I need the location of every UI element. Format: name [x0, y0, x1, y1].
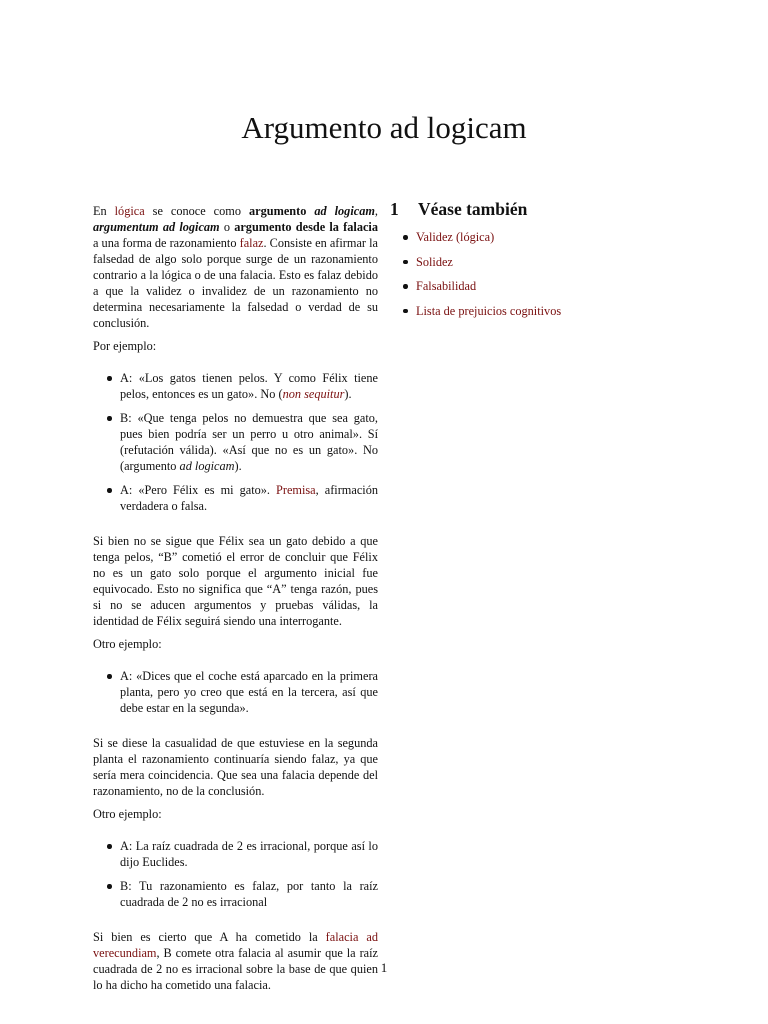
list-item — [105, 410, 378, 474]
link-prejuicios[interactable]: Lista de prejuicios cognitivos — [416, 303, 562, 318]
text: ). — [234, 459, 242, 473]
see-also-item — [403, 229, 680, 245]
link-non-sequitur[interactable] — [283, 387, 345, 401]
section-heading — [390, 201, 680, 217]
text: Si bien es cierto que A ha cometido la — [93, 930, 326, 944]
example-list-2 — [93, 668, 378, 716]
bold-italic-term: argumentum ad logicam — [93, 220, 220, 234]
main-column — [93, 203, 378, 1000]
page-title: Argumento ad logicam — [241, 110, 527, 145]
text: B: «Que tenga pelos no demuestra que sea gato, pues bien podría ser un perro u otro animal». Sí (refutación válida). «Así que no es un gato». No (argumento — [120, 411, 378, 473]
text: a una forma de razonamiento — [93, 236, 240, 250]
link-premisa[interactable]: Premisa — [276, 483, 316, 497]
link-solidez[interactable]: Solidez — [416, 254, 453, 269]
text: o — [219, 220, 235, 234]
text: . Consiste en afirmar la falsedad de algo solo porque surge de un razonamiento contrario a la lógica o de una falacia. Esto es falaz debido a que la validez o invalidez de un razonamiento no determina necesariamente la falsedad o verdad de su conclusión. — [93, 236, 378, 330]
text: , afirmación verdadera o falsa. — [120, 483, 378, 513]
example-list-1 — [93, 370, 378, 514]
text: A: «Pero Félix es mi gato». — [120, 483, 277, 497]
paragraph-3: Si se diese la casualidad de que estuviese en la segunda planta el razonamiento continuaría siendo falaz, ya que sería mera coincidencia. Que sea una falacia depende del razonamiento, no de la conclusión. — [93, 736, 378, 798]
example-list-3 — [93, 838, 378, 910]
see-also-item — [403, 303, 680, 319]
section-title: Véase también — [418, 199, 528, 219]
otro-ejemplo: Otro ejemplo: — [93, 637, 162, 651]
bold-italic-term: ad logicam — [314, 204, 375, 218]
link-logica[interactable]: lógica — [114, 204, 145, 218]
text: , B comete otra falacia al asumir que la raíz cuadrada de 2 no es irracional sobre la base de que quien lo ha dicho ha cometido una falacia. — [93, 946, 378, 992]
link-falsabilidad[interactable]: Falsabilidad — [416, 279, 477, 293]
section-number: 1 — [390, 199, 399, 219]
text: ). — [344, 387, 352, 401]
text: A: «Los gatos tienen pelos. Y como Félix tiene pelos, entonces es un gato». No ( — [120, 371, 378, 401]
list-item: A: La raíz cuadrada de 2 es irracional, porque así lo dijo Euclides. — [105, 838, 378, 870]
bold-term: argumento desde la falacia — [234, 220, 378, 234]
text: , — [374, 204, 378, 218]
text: En — [93, 204, 115, 218]
link-text: non sequitur — [282, 387, 345, 401]
see-also-list — [390, 229, 680, 319]
side-column — [390, 201, 680, 319]
text: se conoce como — [144, 204, 249, 218]
link-falaz[interactable]: falaz — [239, 236, 264, 250]
list-item: A: «Dices que el coche está aparcado en la primera planta, pero yo creo que está en la tercera, así que debe estar en la segunda». — [105, 668, 378, 716]
see-also-item — [403, 278, 680, 294]
intro-paragraph — [93, 203, 378, 331]
bold-term: argumento — [248, 204, 315, 218]
see-also-item — [403, 254, 680, 270]
link-falacia-ad-verecundiam[interactable]: falacia ad verecundiam — [93, 930, 378, 960]
paragraph-2: Si bien no se sigue que Félix sea un gato debido a que tenga pelos, “B” cometió el error de concluir que Félix no es un gato solo porque el argumento inicial fue equivocado. Esto no significa que “A” tenga razón, pues si no se aducen argumentos y pruebas válidas, la identidad de Félix seguirá siendo una interrogante. — [93, 534, 378, 628]
list-item: B: Tu razonamiento es falaz, por tanto la raíz cuadrada de 2 no es irracional — [105, 878, 378, 910]
por-ejemplo: Por ejemplo: — [93, 339, 157, 353]
page-number: 1 — [380, 960, 388, 975]
list-item — [105, 370, 378, 402]
list-item — [105, 482, 378, 514]
link-validez[interactable]: Validez (lógica) — [416, 230, 495, 244]
otro-ejemplo: Otro ejemplo: — [93, 807, 162, 821]
italic-term: ad logicam — [179, 459, 235, 473]
